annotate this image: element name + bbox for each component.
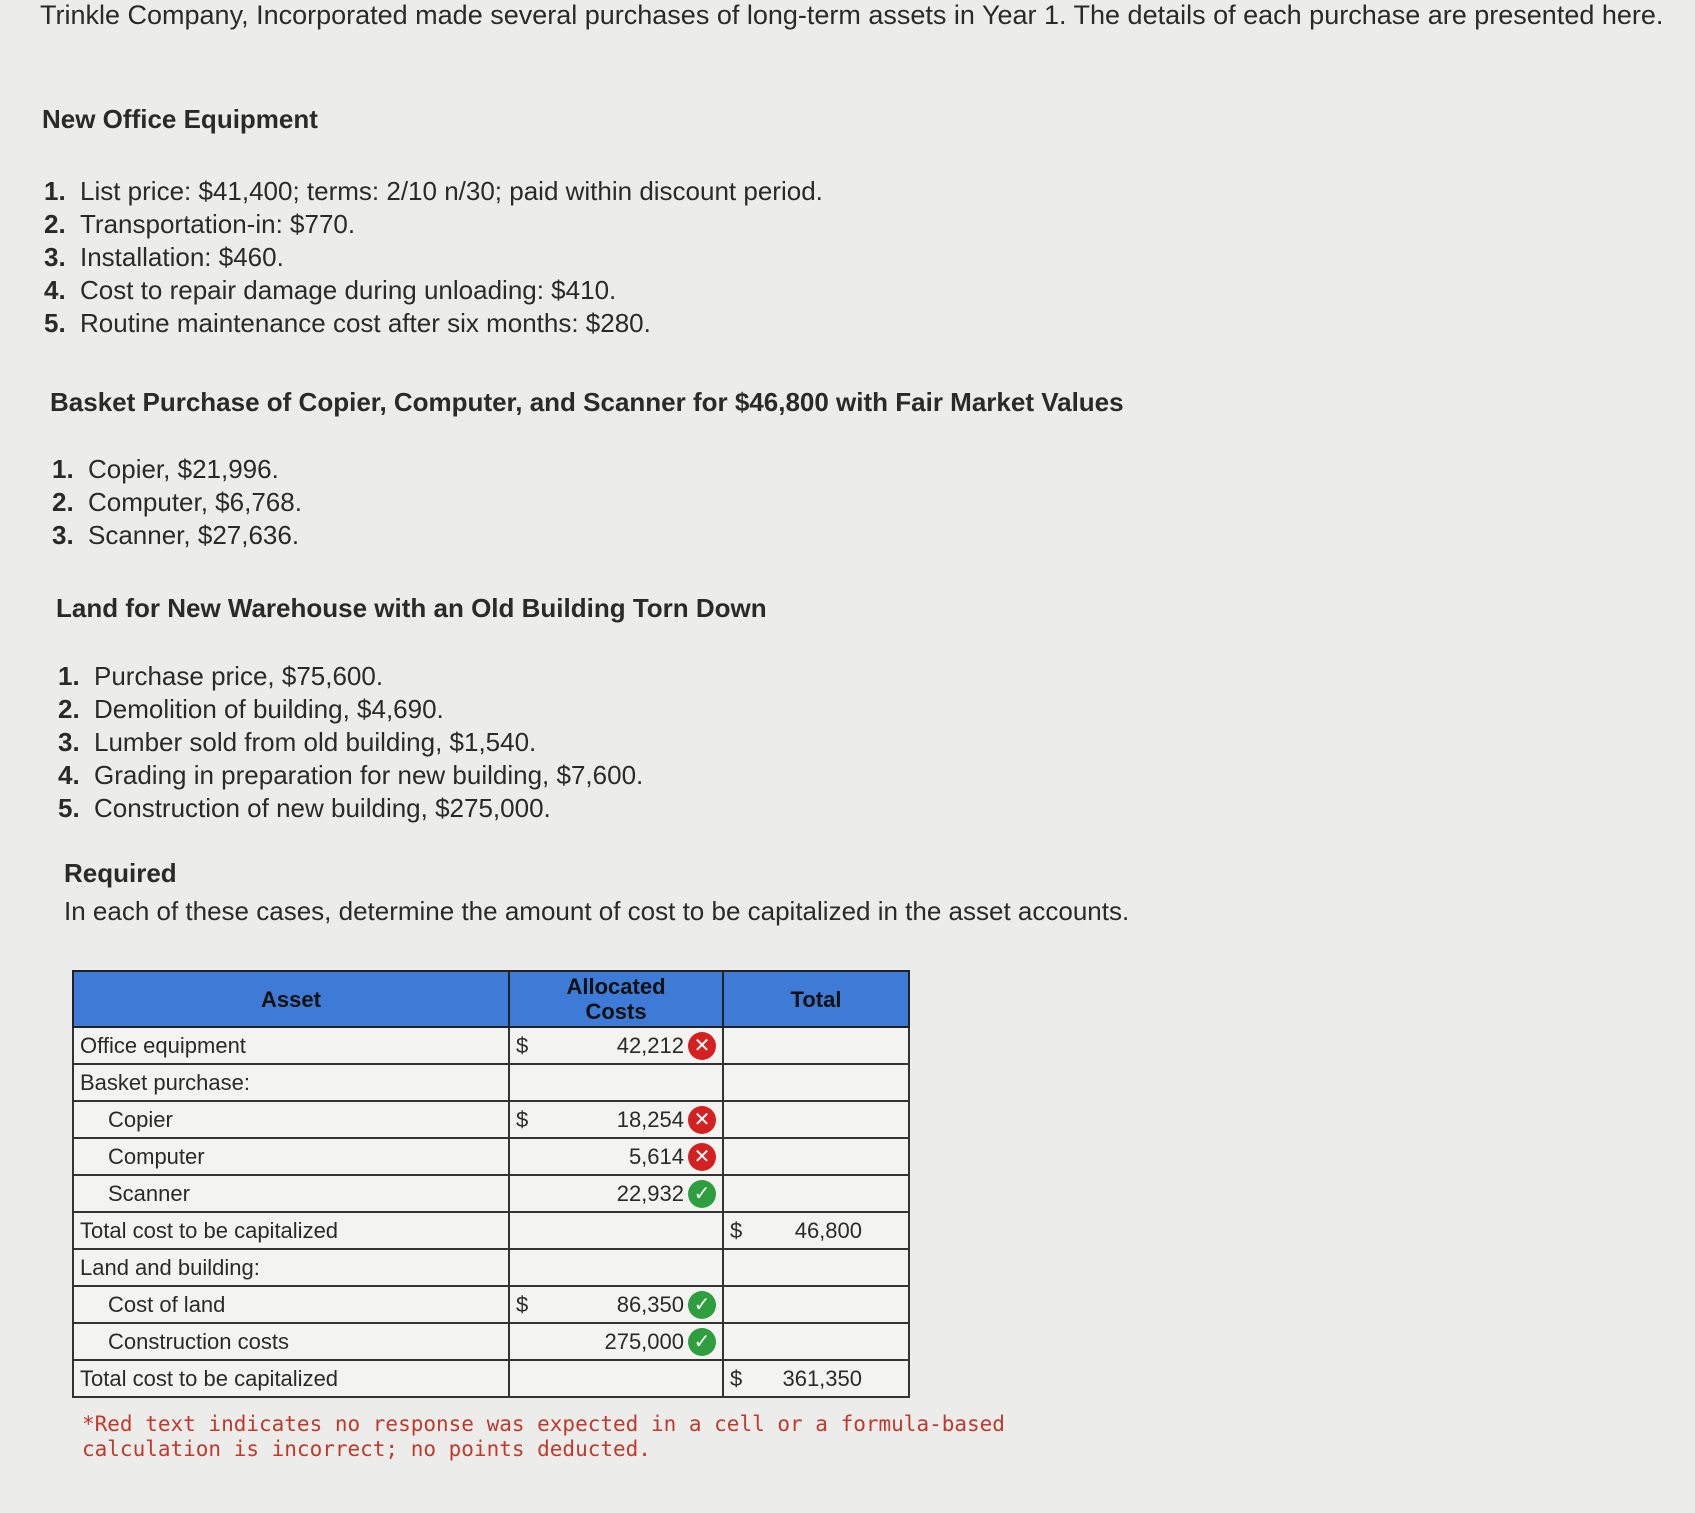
required-title: Required <box>64 858 177 888</box>
total-cell[interactable] <box>723 1064 909 1101</box>
check-circle-icon: ✓ <box>688 1328 716 1356</box>
list-item: 4. Grading in preparation for new building, $7,600. <box>58 760 644 790</box>
table-row <box>73 1249 909 1286</box>
allocated-cell[interactable] <box>509 1323 723 1360</box>
table-row <box>73 1212 909 1249</box>
allocated-value-input[interactable]: 275,000 <box>604 1328 684 1354</box>
allocated-cell[interactable] <box>509 1175 723 1212</box>
list-item: 2. Transportation-in: $770. <box>44 209 356 239</box>
row-label: Scanner <box>73 1175 509 1212</box>
list-item: 2. Computer, $6,768. <box>52 487 302 517</box>
list-item: 2. Demolition of building, $4,690. <box>58 694 444 724</box>
allocated-cell[interactable] <box>509 1212 723 1249</box>
allocated-value-input[interactable]: 22,932 <box>616 1180 684 1206</box>
check-circle-icon: ✓ <box>688 1291 716 1319</box>
total-cell[interactable] <box>723 1138 909 1175</box>
header-total: Total <box>723 971 909 1027</box>
total-cell[interactable] <box>723 1175 909 1212</box>
list-item: 3. Lumber sold from old building, $1,540. <box>58 727 537 757</box>
table-row <box>73 1286 909 1323</box>
x-circle-icon: ✕ <box>688 1032 716 1060</box>
allocated-cell[interactable]: $ 18,254 ✕ <box>509 1101 723 1138</box>
allocated-value-input[interactable]: 5,614 <box>628 1143 684 1169</box>
list-item: 1. Purchase price, $75,600. <box>58 661 384 691</box>
allocated-value-input[interactable]: 86,350 <box>616 1291 684 1317</box>
check-circle-icon: ✓ <box>688 1180 716 1208</box>
row-label: Computer <box>73 1138 509 1175</box>
row-label: Office equipment <box>73 1027 509 1064</box>
row-label: Basket purchase: <box>73 1064 509 1101</box>
total-value: 361,350 <box>782 1365 862 1391</box>
table-row <box>73 1138 909 1175</box>
allocated-cell[interactable] <box>509 1360 723 1397</box>
table-row <box>73 1064 909 1101</box>
section-heading-land: Land for New Warehouse with an Old Building Torn Down <box>56 593 767 623</box>
row-label: Cost of land <box>73 1286 509 1323</box>
header-asset: Asset <box>73 971 509 1027</box>
list-item: 5. Routine maintenance cost after six months: $280. <box>44 308 651 338</box>
list-item: 1. Copier, $21,996. <box>52 454 279 484</box>
allocated-cell[interactable] <box>509 1249 723 1286</box>
row-label: Total cost to be capitalized <box>73 1360 509 1397</box>
list-item: 5. Construction of new building, $275,000. <box>58 793 551 823</box>
total-cell[interactable] <box>723 1249 909 1286</box>
allocated-cell[interactable] <box>509 1138 723 1175</box>
section-heading-office-equipment: New Office Equipment <box>42 104 318 134</box>
total-cell[interactable] <box>723 1286 909 1323</box>
required-text: In each of these cases, determine the amount of cost to be capitalized in the asset accounts. <box>64 896 1130 926</box>
header-allocated-costs: Allocated Costs <box>509 971 723 1027</box>
land-list <box>58 660 643 825</box>
allocated-value-input[interactable]: 18,254 <box>616 1106 684 1132</box>
total-value: 46,800 <box>794 1217 862 1243</box>
total-cell[interactable] <box>723 1027 909 1064</box>
allocated-cell[interactable]: $ 86,350 ✓ <box>509 1286 723 1323</box>
row-label: Construction costs <box>73 1323 509 1360</box>
office-equipment-list <box>44 175 823 340</box>
total-cell[interactable] <box>723 1323 909 1360</box>
table-row <box>73 1175 909 1212</box>
footnote: *Red text indicates no response was expected in a cell or a formula-based calculation is incorrect; no points deducted. <box>82 1412 1005 1461</box>
list-item: 3. Installation: $460. <box>44 242 284 272</box>
list-item: 3. Scanner, $27,636. <box>52 520 300 550</box>
table-header-row <box>73 971 909 1027</box>
section-heading-basket-purchase: Basket Purchase of Copier, Computer, and Scanner for $46,800 with Fair Market Values <box>50 387 1124 417</box>
x-circle-icon: ✕ <box>688 1143 716 1171</box>
allocated-cell[interactable] <box>509 1064 723 1101</box>
allocated-cell[interactable]: $ 42,212 ✕ <box>509 1027 723 1064</box>
table-row <box>73 1360 909 1397</box>
row-label: Land and building: <box>73 1249 509 1286</box>
table-row <box>73 1027 909 1064</box>
list-item: 1. List price: $41,400; terms: 2/10 n/30; paid within discount period. <box>44 176 823 206</box>
total-cell[interactable]: $ 361,350 <box>723 1360 909 1397</box>
intro-text: Trinkle Company, Incorporated made several purchases of long-term assets in Year 1. The details of each purchase are presented here. <box>40 0 1664 30</box>
row-label: Copier <box>73 1101 509 1138</box>
total-cell[interactable] <box>723 1101 909 1138</box>
allocated-value-input[interactable]: 42,212 <box>616 1032 684 1058</box>
row-label: Total cost to be capitalized <box>73 1212 509 1249</box>
table-row <box>73 1101 909 1138</box>
list-item: 4. Cost to repair damage during unloading: $410. <box>44 275 617 305</box>
basket-purchase-list <box>52 453 302 552</box>
total-cell[interactable]: $ 46,800 <box>723 1212 909 1249</box>
answer-table <box>72 970 910 1398</box>
table-row <box>73 1323 909 1360</box>
x-circle-icon: ✕ <box>688 1106 716 1134</box>
